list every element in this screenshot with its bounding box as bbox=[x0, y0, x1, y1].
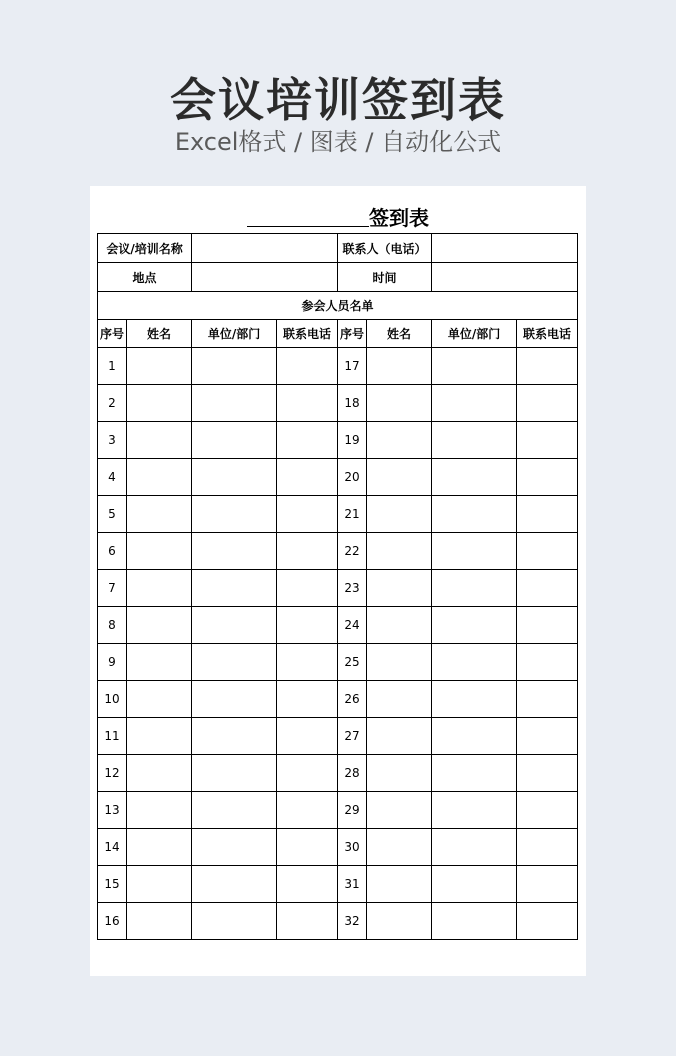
table-row bbox=[98, 681, 578, 718]
sheet-title bbox=[90, 200, 586, 228]
table-row bbox=[98, 792, 578, 829]
row-number: 20 bbox=[338, 459, 367, 496]
row-number: 15 bbox=[98, 866, 127, 903]
page-subtitle: Excel格式 / 图表 / 自动化公式 bbox=[174, 128, 502, 156]
department-cell[interactable] bbox=[432, 496, 517, 533]
row-number: 27 bbox=[338, 718, 367, 755]
phone-cell[interactable] bbox=[277, 459, 338, 496]
name-cell[interactable] bbox=[367, 422, 432, 459]
department-cell[interactable] bbox=[432, 792, 517, 829]
phone-cell[interactable] bbox=[517, 681, 578, 718]
meeting-name-label: 会议/培训名称 bbox=[98, 234, 192, 263]
name-cell[interactable] bbox=[367, 607, 432, 644]
meeting-name-cell[interactable] bbox=[192, 234, 338, 263]
name-cell[interactable] bbox=[127, 903, 192, 940]
phone-cell[interactable] bbox=[517, 866, 578, 903]
row-number: 8 bbox=[98, 607, 127, 644]
phone-cell[interactable] bbox=[517, 422, 578, 459]
row-number: 22 bbox=[338, 533, 367, 570]
table-row bbox=[98, 422, 578, 459]
table-row bbox=[98, 496, 578, 533]
sign-in-table bbox=[97, 233, 578, 940]
department-cell[interactable] bbox=[192, 644, 277, 681]
meta-row bbox=[98, 234, 578, 263]
table-row bbox=[98, 385, 578, 422]
phone-cell[interactable] bbox=[277, 866, 338, 903]
phone-cell[interactable] bbox=[277, 348, 338, 385]
table-row bbox=[98, 644, 578, 681]
name-cell[interactable] bbox=[367, 533, 432, 570]
name-cell[interactable] bbox=[367, 755, 432, 792]
phone-cell[interactable] bbox=[277, 385, 338, 422]
name-cell[interactable] bbox=[367, 496, 432, 533]
table-row bbox=[98, 459, 578, 496]
department-cell[interactable] bbox=[432, 644, 517, 681]
column-header: 序号 bbox=[98, 320, 127, 348]
name-cell[interactable] bbox=[127, 792, 192, 829]
name-cell[interactable] bbox=[367, 348, 432, 385]
row-number: 26 bbox=[338, 681, 367, 718]
sheet-title-text: 签到表 bbox=[369, 206, 429, 230]
table-row bbox=[98, 570, 578, 607]
name-cell[interactable] bbox=[367, 829, 432, 866]
column-header: 姓名 bbox=[127, 320, 192, 348]
phone-cell[interactable] bbox=[277, 829, 338, 866]
department-cell[interactable] bbox=[192, 755, 277, 792]
row-number: 29 bbox=[338, 792, 367, 829]
phone-cell[interactable] bbox=[277, 792, 338, 829]
department-cell[interactable] bbox=[432, 681, 517, 718]
name-cell[interactable] bbox=[127, 755, 192, 792]
phone-cell[interactable] bbox=[517, 718, 578, 755]
department-cell[interactable] bbox=[432, 570, 517, 607]
department-cell[interactable] bbox=[192, 459, 277, 496]
department-cell[interactable] bbox=[432, 718, 517, 755]
department-cell[interactable] bbox=[432, 459, 517, 496]
phone-cell[interactable] bbox=[517, 348, 578, 385]
row-number: 13 bbox=[98, 792, 127, 829]
column-header: 联系电话 bbox=[277, 320, 338, 348]
name-cell[interactable] bbox=[127, 829, 192, 866]
name-cell[interactable] bbox=[127, 533, 192, 570]
row-number: 6 bbox=[98, 533, 127, 570]
row-number: 9 bbox=[98, 644, 127, 681]
department-cell[interactable] bbox=[192, 422, 277, 459]
department-cell[interactable] bbox=[192, 348, 277, 385]
row-number: 14 bbox=[98, 829, 127, 866]
phone-cell[interactable] bbox=[277, 533, 338, 570]
time-label: 时间 bbox=[338, 263, 432, 292]
phone-cell[interactable] bbox=[277, 903, 338, 940]
section-title: 参会人员名单 bbox=[98, 292, 578, 320]
department-cell[interactable] bbox=[192, 903, 277, 940]
name-cell[interactable] bbox=[367, 385, 432, 422]
department-cell[interactable] bbox=[192, 533, 277, 570]
name-cell[interactable] bbox=[367, 681, 432, 718]
department-cell[interactable] bbox=[192, 681, 277, 718]
row-number: 12 bbox=[98, 755, 127, 792]
department-cell[interactable] bbox=[432, 755, 517, 792]
time-cell[interactable] bbox=[432, 263, 578, 292]
row-number: 4 bbox=[98, 459, 127, 496]
name-cell[interactable] bbox=[127, 607, 192, 644]
phone-cell[interactable] bbox=[277, 755, 338, 792]
department-cell[interactable] bbox=[192, 385, 277, 422]
phone-cell[interactable] bbox=[517, 385, 578, 422]
phone-cell[interactable] bbox=[517, 570, 578, 607]
phone-cell[interactable] bbox=[277, 644, 338, 681]
section-row bbox=[98, 292, 578, 320]
column-header: 序号 bbox=[338, 320, 367, 348]
name-cell[interactable] bbox=[127, 496, 192, 533]
name-cell[interactable] bbox=[127, 385, 192, 422]
name-cell[interactable] bbox=[127, 348, 192, 385]
department-cell[interactable] bbox=[432, 385, 517, 422]
column-header: 联系电话 bbox=[517, 320, 578, 348]
row-number: 21 bbox=[338, 496, 367, 533]
name-cell[interactable] bbox=[127, 681, 192, 718]
department-cell[interactable] bbox=[192, 792, 277, 829]
phone-cell[interactable] bbox=[277, 496, 338, 533]
department-cell[interactable] bbox=[192, 570, 277, 607]
department-cell[interactable] bbox=[432, 866, 517, 903]
phone-cell[interactable] bbox=[517, 755, 578, 792]
phone-cell[interactable] bbox=[517, 903, 578, 940]
contact-label: 联系人（电话） bbox=[338, 234, 432, 263]
phone-cell[interactable] bbox=[517, 607, 578, 644]
row-number: 25 bbox=[338, 644, 367, 681]
department-cell[interactable] bbox=[432, 829, 517, 866]
name-cell[interactable] bbox=[367, 792, 432, 829]
name-cell[interactable] bbox=[367, 903, 432, 940]
row-number: 18 bbox=[338, 385, 367, 422]
row-number: 5 bbox=[98, 496, 127, 533]
table-row bbox=[98, 903, 578, 940]
name-cell[interactable] bbox=[367, 718, 432, 755]
contact-cell[interactable] bbox=[432, 234, 578, 263]
department-cell[interactable] bbox=[192, 496, 277, 533]
table-row bbox=[98, 533, 578, 570]
name-cell[interactable] bbox=[127, 718, 192, 755]
phone-cell[interactable] bbox=[517, 459, 578, 496]
location-label: 地点 bbox=[98, 263, 192, 292]
phone-cell[interactable] bbox=[517, 533, 578, 570]
name-cell[interactable] bbox=[127, 422, 192, 459]
name-cell[interactable] bbox=[127, 644, 192, 681]
sign-in-sheet bbox=[90, 186, 586, 976]
column-header-row bbox=[98, 320, 578, 348]
table-row bbox=[98, 348, 578, 385]
row-number: 17 bbox=[338, 348, 367, 385]
row-number: 32 bbox=[338, 903, 367, 940]
row-number: 19 bbox=[338, 422, 367, 459]
row-number: 24 bbox=[338, 607, 367, 644]
phone-cell[interactable] bbox=[277, 570, 338, 607]
table-row bbox=[98, 755, 578, 792]
meta-row bbox=[98, 263, 578, 292]
row-number: 3 bbox=[98, 422, 127, 459]
department-cell[interactable] bbox=[192, 607, 277, 644]
department-cell[interactable] bbox=[432, 607, 517, 644]
name-cell[interactable] bbox=[367, 459, 432, 496]
phone-cell[interactable] bbox=[277, 681, 338, 718]
phone-cell[interactable] bbox=[517, 644, 578, 681]
name-cell[interactable] bbox=[367, 644, 432, 681]
row-number: 1 bbox=[98, 348, 127, 385]
phone-cell[interactable] bbox=[277, 422, 338, 459]
row-number: 16 bbox=[98, 903, 127, 940]
phone-cell[interactable] bbox=[517, 496, 578, 533]
department-cell[interactable] bbox=[192, 718, 277, 755]
row-number: 10 bbox=[98, 681, 127, 718]
title-blank-line[interactable] bbox=[247, 226, 369, 227]
page-title: 会议培训签到表 bbox=[170, 73, 506, 127]
row-number: 7 bbox=[98, 570, 127, 607]
table-row bbox=[98, 718, 578, 755]
department-cell[interactable] bbox=[432, 903, 517, 940]
department-cell[interactable] bbox=[432, 533, 517, 570]
phone-cell[interactable] bbox=[517, 829, 578, 866]
phone-cell[interactable] bbox=[277, 718, 338, 755]
phone-cell[interactable] bbox=[517, 792, 578, 829]
department-cell[interactable] bbox=[192, 829, 277, 866]
location-cell[interactable] bbox=[192, 263, 338, 292]
department-cell[interactable] bbox=[192, 866, 277, 903]
name-cell[interactable] bbox=[367, 866, 432, 903]
row-number: 23 bbox=[338, 570, 367, 607]
table-row bbox=[98, 829, 578, 866]
column-header: 单位/部门 bbox=[192, 320, 277, 348]
department-cell[interactable] bbox=[432, 422, 517, 459]
name-cell[interactable] bbox=[127, 866, 192, 903]
table-row bbox=[98, 607, 578, 644]
name-cell[interactable] bbox=[127, 570, 192, 607]
phone-cell[interactable] bbox=[277, 607, 338, 644]
department-cell[interactable] bbox=[432, 348, 517, 385]
column-header: 单位/部门 bbox=[432, 320, 517, 348]
table-row bbox=[98, 866, 578, 903]
row-number: 28 bbox=[338, 755, 367, 792]
row-number: 2 bbox=[98, 385, 127, 422]
column-header: 姓名 bbox=[367, 320, 432, 348]
name-cell[interactable] bbox=[367, 570, 432, 607]
row-number: 30 bbox=[338, 829, 367, 866]
name-cell[interactable] bbox=[127, 459, 192, 496]
row-number: 11 bbox=[98, 718, 127, 755]
row-number: 31 bbox=[338, 866, 367, 903]
